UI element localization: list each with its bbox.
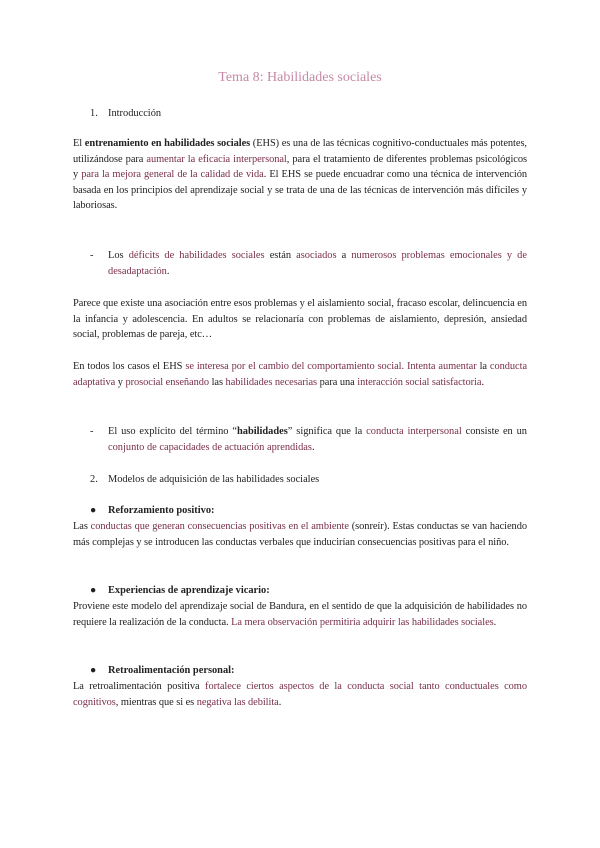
text: están	[264, 250, 297, 261]
bullet-heading-retroalimentacion	[90, 663, 235, 679]
text: La retroalimentación positiva	[73, 681, 206, 692]
text: y	[115, 376, 126, 388]
paragraph-retroalimentacion	[73, 679, 527, 710]
highlight-text: numerosos problemas emocionales y de desadaptación	[108, 250, 527, 277]
highlight-text: prosocial enseñando	[125, 376, 210, 388]
section-heading-introduccion	[90, 106, 161, 122]
paragraph-reforzamiento	[73, 519, 527, 550]
highlight-text: para la mejora general de la calidad de vida	[81, 169, 264, 181]
bullet-heading-vicario	[90, 583, 270, 599]
bullet-heading-reforzamiento	[90, 503, 214, 519]
text: . El EHS se puede encuadrar como una técnica de intervención basada en los principios del aprendizaje social y se trata de una de las técnicas de intervención más difíciles y laboriosas.	[73, 169, 527, 212]
bold-term: habilidades	[236, 426, 288, 437]
text: .	[481, 376, 484, 388]
text: Las	[73, 521, 91, 532]
paragraph-asociacion: Parece que existe una asociación entre esos problemas y el aislamiento social, fracaso escolar, delincuencia en la infancia y adolescencia. En adultos se relacionaría con problemas de aislamiento, depresión, ansiedad social, problemas de pareja, etc…	[73, 298, 527, 341]
text: El	[73, 138, 85, 149]
bullet-title: Retroalimentación personal:	[108, 665, 235, 676]
text: la	[476, 361, 490, 372]
text: El uso explícito del término “	[108, 426, 237, 437]
highlight-text: fortalece ciertos aspectos de la conducta social tanto conductuales como cognitivos	[73, 681, 527, 708]
text: ” significa que la	[287, 426, 367, 437]
text: para una	[317, 376, 358, 388]
text: , mientras que si es	[115, 696, 197, 708]
bullet-icon: ●	[90, 585, 97, 596]
highlight-text: La mera observación permitiría adquirir las habilidades sociales	[231, 616, 494, 628]
dash-marker: -	[90, 426, 94, 437]
text: .	[493, 616, 497, 628]
section-heading-modelos	[90, 472, 319, 488]
highlight-text: asociados	[296, 250, 337, 261]
highlight-text: interacción social satisfactoria	[357, 376, 482, 388]
highlight-text: aumentar la eficacia interpersonal	[146, 153, 287, 165]
text: En todos los casos el EHS	[73, 361, 186, 372]
bold-term: entrenamiento en habilidades sociales	[84, 138, 251, 149]
highlight-text: habilidades necesarias	[225, 376, 318, 388]
bullet-icon: ●	[90, 505, 97, 516]
text: .	[278, 696, 282, 708]
text: .	[311, 441, 315, 453]
text: .	[166, 265, 170, 277]
section-number: 2.	[90, 474, 98, 485]
highlight-text: conducta interpersonal	[366, 426, 462, 437]
text: Los	[108, 250, 129, 261]
text: (EHS) es una de las técnicas cognitivo-conductuales más potentes, utilizándose para	[73, 138, 527, 165]
bullet-icon: ●	[90, 665, 97, 676]
dash-item-habilidades	[90, 424, 527, 455]
section-number: 1.	[90, 108, 98, 119]
text: Proviene este modelo del aprendizaje social de Bandura, en el sentido de que la adquisición de habilidades no requiere la realización de la conducta.	[73, 601, 527, 628]
paragraph-vicario	[73, 599, 527, 630]
text: las	[209, 376, 226, 388]
highlight-text: negativa las debilita	[196, 696, 279, 708]
text: , para el tratamiento de diferentes problemas psicológicos y	[73, 153, 527, 181]
dash-item-deficits	[90, 248, 527, 279]
highlight-text: conductas que generan consecuencias positivas en el ambiente	[90, 521, 349, 532]
highlight-text: déficits de habilidades sociales	[128, 250, 265, 261]
paragraph-ehs	[73, 359, 527, 390]
section-label: Modelos de adquisición de las habilidades sociales	[108, 474, 320, 485]
bullet-title: Experiencias de aprendizaje vicario:	[108, 585, 270, 596]
bullet-title: Reforzamiento positivo:	[108, 505, 215, 516]
highlight-text: conjunto de capacidades de actuación aprendidas	[108, 441, 312, 453]
page-title: Tema 8: Habilidades sociales	[218, 70, 382, 85]
text: consiste en un	[461, 426, 528, 437]
dash-marker: -	[90, 250, 94, 261]
highlight-text: se interesa por el cambio del comportamiento social. Intenta aumentar	[185, 361, 477, 372]
text: a	[336, 250, 352, 261]
paragraph-intro	[73, 136, 527, 214]
section-label: Introducción	[108, 108, 162, 119]
text: (sonreír). Estas conductas se van haciendo más complejas y se introducen las conductas verbales que inducirían consecuencias positivas para el niño.	[73, 521, 527, 548]
highlight-text: conducta adaptativa	[73, 361, 528, 388]
